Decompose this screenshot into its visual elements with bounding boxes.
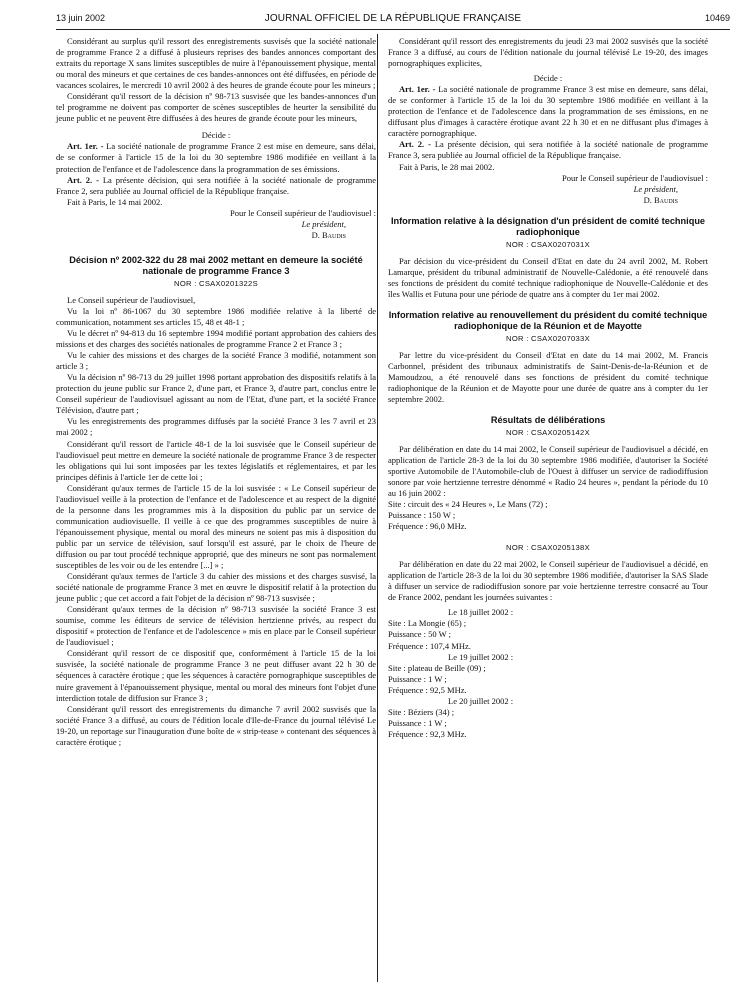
signature-title: Le président, bbox=[633, 183, 678, 194]
date-line: Le 18 juillet 2002 : bbox=[448, 607, 514, 618]
paragraph: Vu le décret nº 94-813 du 16 septembre 1994 modifié portant approbation des cahiers des missions et des charges des sociétés nationales de programme France 2 et France 3 ; bbox=[56, 328, 376, 350]
nor-reference: NOR : CSAX0207031X bbox=[506, 239, 590, 249]
article-text: La société nationale de programme France 2 est mise en demeure, sans délai, de se conformer à l'article 15 de la loi du 30 septembre 1986 modifiée en veillant à la protection de l'enfance et de l'adolescence dans la programmation de ses émissions. bbox=[56, 141, 377, 174]
date-line: Le 20 juillet 2002 : bbox=[448, 695, 514, 706]
paragraph: Considérant au surplus qu'il ressort des enregistrements susvisés que la société nationale de programme France 2 a diffusé à plusieurs reprises des bandes annonces comportant des extraits du reportage X sans limites susceptibles de nuire à l'épanouissement physique, mental ou moral des mineurs et que certaines de ces bandes-annonces ont été diffusées, en période de vacances scolaires, le mercredi 10 avril 2002 à des heures de grande écoute pour les mineurs ; bbox=[56, 36, 376, 91]
paragraph: Vu le cahier des missions et des charges de la société France 3 modifié, notamment son article 3 ; bbox=[56, 350, 376, 372]
power-line: Puissance : 1 W ; bbox=[388, 717, 447, 728]
article-text: La présente décision, qui sera notifiée à la société nationale de programme France 3, sera publiée au Journal officiel de la République française. bbox=[388, 139, 708, 161]
frequency-line: Fréquence : 96,0 MHz. bbox=[388, 521, 467, 532]
paragraph: Considérant qu'il ressort de ce dispositif que, conformément à l'article 15 de la loi susvisée, la société nationale de programme France 3 ne peut diffuser avant 22 h 30 de séquences à caractère érotique ; que les séquences à caractère pornographique susceptibles de nuire gravement à l'épanouissement physique, mental ou moral des mineurs font l'objet d'une interdiction totale de diffusion sur France 3 ; bbox=[56, 648, 376, 703]
frequency-line: Fréquence : 92,5 MHz. bbox=[388, 684, 467, 695]
section-title: Résultats de délibérations bbox=[490, 415, 606, 426]
article-2 bbox=[388, 139, 708, 161]
frequency-line: Fréquence : 107,4 MHz. bbox=[388, 640, 471, 651]
paragraph: Considérant qu'il ressort de l'article 48-1 de la loi susvisée que le Conseil supérieur de l'audiovisuel peut mettre en demeure la société nationale de programme France 3 de respecter les obligations qui lui sont imposées par les textes législatifs et réglementaires, et par les principes définis à l'article 1er de cette loi ; bbox=[56, 438, 376, 482]
right-column bbox=[388, 36, 708, 740]
signature-pour: Pour le Conseil supérieur de l'audiovisuel : bbox=[561, 172, 708, 183]
power-line: Puissance : 50 W ; bbox=[388, 629, 451, 640]
nor-reference: NOR : CSAX0207033X bbox=[506, 333, 590, 343]
nor-reference: NOR : CSAX0205142X bbox=[506, 427, 590, 437]
article-label: Art. 1er. - bbox=[399, 84, 436, 95]
signature-name: D. Baudis bbox=[643, 194, 678, 205]
article-text: La présente décision, qui sera notifiée à la société nationale de programme France 2, sera publiée au Journal officiel de la République française. bbox=[56, 174, 376, 196]
paragraph: Considérant qu'il ressort des enregistrements du jeudi 23 mai 2002 susvisés que la société France 3 a diffusé, au cours de l'édition nationale du journal télévisé Le 19-20, des images pornographiques explicites, bbox=[388, 36, 708, 69]
paragraph: Par délibération en date du 14 mai 2002, le Conseil supérieur de l'audiovisuel a décidé, en application de l'article 28-3 de la loi du 30 septembre 1986 modifiée, d'autoriser la Société sportive Automobile de l'Automobile-club de l'Ouest à diffuser un service de radiodiffusion sonore par voie hertzienne terrestre dénommé « Radio 24 heures », pendant la période du 10 au 16 juin 2002 : bbox=[388, 443, 708, 498]
site-line: Site : Béziers (34) ; bbox=[388, 706, 455, 717]
decision-title: Décision nº 2002-322 du 28 mai 2002 mettant en demeure la société nationale de programme France 3 bbox=[69, 254, 363, 277]
paragraph: Par lettre du vice-président du Conseil d'Etat en date du 14 mai 2002, M. Francis Carbonnel, président des tribunaux administratifs de Saint-Denis-de-la-Réunion et de Mamoudzou, a été renouvelé dans ses fonctions de président du comité technique radiophonique de la Réunion et de Mayotte pour une durée de quatre ans à compter du 1er septembre 2002. bbox=[388, 349, 708, 405]
site-line: Site : circuit des « 24 Heures », Le Mans (72) ; bbox=[388, 499, 548, 509]
decide-heading: Décide : bbox=[201, 130, 231, 141]
header-page-number: 10469 bbox=[704, 13, 730, 23]
signature-pour: Pour le Conseil supérieur de l'audiovisuel : bbox=[229, 207, 376, 218]
article-1 bbox=[388, 84, 708, 139]
date-line: Le 19 juillet 2002 : bbox=[448, 651, 514, 662]
left-column bbox=[56, 36, 376, 748]
paragraph: Par délibération en date du 22 mai 2002, le Conseil supérieur de l'audiovisuel a décidé, en application de l'article 28-3 de la loi du 30 septembre 1986 modifiée, d'autoriser la SAS Slade à diffuser un service de radiodiffusion sonore par voie hertzienne terrestre consacré au Tour de France 2002, pendant les journées suivantes : bbox=[388, 559, 708, 603]
signature-name: D. Baudis bbox=[311, 229, 346, 240]
article-label: Art. 2. - bbox=[67, 174, 99, 185]
power-line: Puissance : 1 W ; bbox=[388, 673, 447, 684]
paragraph: Vu la loi nº 86-1067 du 30 septembre 1986 modifiée relative à la liberté de communication, notamment ses articles 15, 48 et 48-1 ; bbox=[56, 305, 376, 327]
fait-line: Fait à Paris, le 28 mai 2002. bbox=[399, 161, 495, 172]
article-label: Art. 2. - bbox=[399, 139, 431, 150]
frequency-line: Fréquence : 92,3 MHz. bbox=[388, 728, 467, 739]
paragraph: Par décision du vice-président du Conseil d'Etat en date du 24 avril 2002, M. Robert Lamarque, président du tribunal administratif de Nouvelle-Calédonie, a été renouvelé dans ses fonctions de président du comité technique radiophonique de Nouvelle-Calédonie et des îles Wallis et Futuna pour une période de quatre ans à compter du 1er mai 2002. bbox=[388, 255, 708, 299]
section-title: Information relative au renouvellement du président du comité technique radiophonique de la Réunion et de Mayotte bbox=[388, 309, 708, 332]
article-label: Art. 1er. - bbox=[67, 141, 104, 152]
article-1 bbox=[56, 141, 376, 174]
paragraph: Considérant qu'aux termes de l'article 3 du cahier des missions et des charges susvisé, la société nationale de programme France 3 met en œuvre le dispositif relatif à la protection du jeune public ; que cet accord a fait l'objet de la décision nº 98-713 susvisée ; bbox=[56, 571, 376, 604]
header-title: JOURNAL OFFICIEL DE LA RÉPUBLIQUE FRANÇAISE bbox=[264, 13, 522, 24]
header-date: 13 juin 2002 bbox=[56, 13, 106, 23]
nor-reference: NOR : CSAX0205138X bbox=[506, 543, 590, 553]
column-divider bbox=[377, 34, 378, 982]
decide-heading: Décide : bbox=[533, 73, 563, 84]
article-2 bbox=[56, 175, 376, 197]
paragraph: Vu les enregistrements des programmes diffusés par la société France 3 les 7 avril et 23 mai 2002 ; bbox=[56, 416, 376, 438]
power-line: Puissance : 150 W ; bbox=[388, 510, 456, 521]
nor-reference: NOR : CSAX0201322S bbox=[174, 278, 258, 288]
header-rule bbox=[56, 29, 730, 30]
paragraph: Considérant qu'il ressort des enregistrements du dimanche 7 avril 2002 susvisés que la société France 3 a diffusé, au cours de l'édition locale d'Ile-de-France du journal télévisé Le 19-20, un reportage sur l'inauguration d'une boîte de « strip-tease » contenant des séquences à caractère érotique ; bbox=[56, 703, 376, 747]
fait-line: Fait à Paris, le 14 mai 2002. bbox=[67, 196, 163, 207]
paragraph: Considérant qu'il ressort de la décision nº 98-713 susvisée que les bandes-annonces d'un tel programme ne doivent pas comporter de scènes susceptibles de heurter la sensibilité du jeune public et ne peuvent être diffusées à des heures de grande écoute pour les mineurs, bbox=[56, 91, 376, 124]
section-title: Information relative à la désignation d'un président de comité technique radiophonique bbox=[390, 215, 706, 238]
paragraph: Vu la décision nº 98-713 du 29 juillet 1998 portant approbation des dispositifs relatifs à la protection du jeune public sur France 2, d'une part, et France 3, d'autre part, conclus entre le Conseil supérieur de l'audiovisuel agissant au nom de l'Etat, d'une part, et la société France Télévision, d'autre part ; bbox=[56, 372, 376, 416]
paragraph: Considérant qu'aux termes de l'article 15 de la loi susvisée : « Le Conseil supérieur de l'audiovisuel veille à la protection de l'enfance et de l'adolescence et au respect de la dignité de la personne dans les programmes mis à la disposition du public par un service de communication audiovisuelle. Il veille à ce que des programmes susceptibles de nuire à l'épanouissement physique, mental ou moral des mineurs ne soient pas mis à disposition du public par un service de télévision, sauf lorsqu'il est assuré, par le choix de l'heure de diffusion ou par tout procédé technique approprié, que des mineurs ne sont pas normalement susceptibles de les voir ou de les entendre [...] » ; bbox=[56, 482, 376, 571]
signature-title: Le président, bbox=[301, 218, 346, 229]
site-line: Site : plateau de Beille (09) ; bbox=[388, 662, 486, 673]
site-line: Site : La Mongie (65) ; bbox=[388, 618, 467, 629]
paragraph: Considérant qu'aux termes de la décision nº 98-713 susvisée la société France 3 est soumise, comme les éditeurs de service de télévision hertzienne privés, au respect du dispositif « protection de l'enfance et de l'adolescence » mis en place par le Conseil supérieur de l'audiovisuel ; bbox=[56, 604, 376, 648]
paragraph: Le Conseil supérieur de l'audiovisuel, bbox=[67, 294, 196, 305]
page-header bbox=[56, 13, 730, 27]
article-text: La société nationale de programme France 3 est mise en demeure, sans délai, de se conformer à l'article 15 de la loi du 30 septembre 1986 modifiée en veillant à la protection de l'enfance et de l'adolescence dans la programmation de ses émissions, en ne diffusant plus d'images à caractère érotique avant 22 h 30 et en ne diffusant plus d'images à caractère pornographique. bbox=[388, 84, 709, 139]
